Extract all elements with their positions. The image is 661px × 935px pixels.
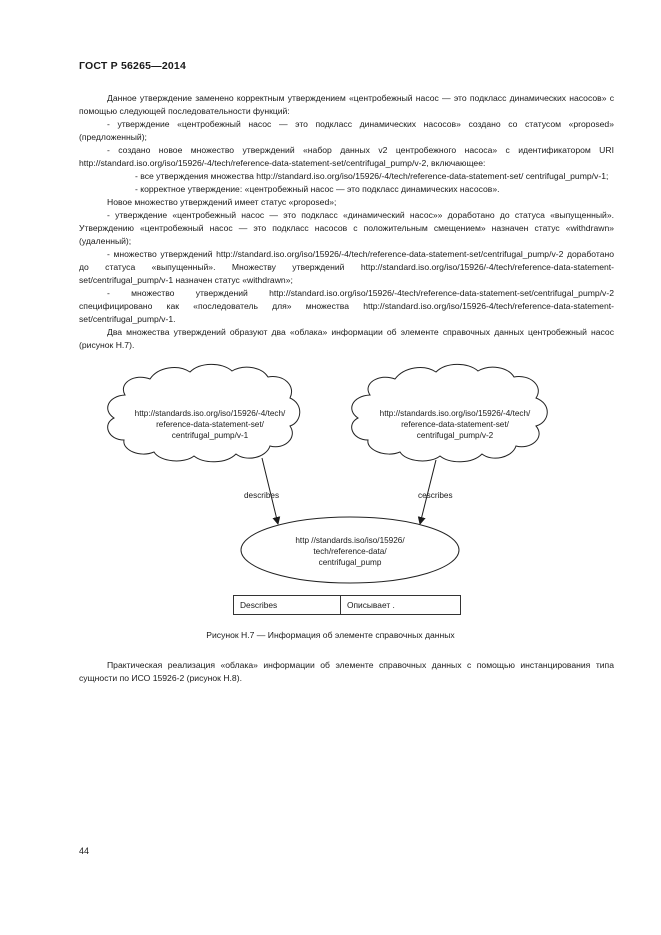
- paragraph: - множество утверждений http://standard.iso.org/iso/15926/-4/tech/reference-data-statement-set/centrifugal_pump/v-2 доработано до статуса «выпущенный». Множеству утверждений http://standard.iso.org/iso/15926/-4/tech/reference-data-statement-set/centrifugal_pump/v-1 назначен статус «withdrawn»;: [79, 249, 614, 285]
- cloud-left-line: centrifugal_pump/v-1: [171, 431, 249, 440]
- figure-caption: Рисунок Н.7 — Информация об элементе справочных данных: [206, 630, 455, 640]
- ellipse-line: http //standards.iso/iso/15926/: [295, 536, 405, 545]
- legend-term: Describes: [234, 596, 341, 614]
- paragraph: - утверждение «центробежный насос — это подкласс «динамический насос»» доработано до статуса «выпущенный». Утверждению «центробежный насос — это подкласс насосов с положительным смещением» назначен статус «withdrawn» (удаленный);: [79, 210, 614, 246]
- paragraph: - утверждение «центробежный насос — это подкласс динамических насосов» создано со статусом «proposed» (предложенный);: [79, 119, 614, 142]
- paragraph: - множество утверждений http://standard.iso.org/iso/15926/-4tech/reference-data-statement-set/centrifugal_pump/v-2 специфицировано как «последователь для» множества http://standard.iso.org/iso/15926-4/tech/reference-data-statement-set/centrifugal_pump/v-1.: [79, 288, 614, 324]
- cloud-right-line: centrifugal_pump/v-2: [416, 431, 494, 440]
- paragraph: Новое множество утверждений имеет статус «proposed»;: [107, 197, 337, 207]
- cloud-right-line: http://standards.iso.org/iso/15926/-4/tech/: [379, 409, 531, 418]
- paragraph: Данное утверждение заменено корректным утверждением «центробежный насос — это подкласс динамических насосов» с помощью следующей последовательности функций:: [79, 93, 614, 116]
- paragraph: - корректное утверждение: «центробежный насос — это подкласс динамических насосов».: [135, 184, 500, 194]
- paragraph: Практическая реализация «облака» информации об элементе справочных данных с помощью инстанцирования типа сущности по ИСО 15926-2 (рисунок Н.8).: [79, 660, 614, 683]
- paragraph: - создано новое множество утверждений «набор данных v2 центробежного насоса» с идентификатором URI http://standard.iso.org/iso/15926/-4/tech/reference-data-statement-set/centrifugal_pump/v-2, включающее:: [79, 145, 614, 168]
- cloud-left-line: http://standards.iso.org/iso/15926/-4/tech/: [134, 409, 286, 418]
- page-number: 44: [79, 846, 90, 856]
- arrow-label-left: describes: [244, 491, 280, 500]
- ellipse-line: tech/reference-data/: [313, 547, 387, 556]
- document-header: ГОСТ Р 56265—2014: [79, 60, 187, 72]
- cloud-left-line: reference-data-statement-set/: [156, 420, 264, 429]
- paragraph: - все утверждения множества http://standard.iso.org/iso/15926/-4/tech/reference-data-statement-set/ centrifugal_pump/v-1;: [135, 171, 609, 181]
- cloud-right-line: reference-data-statement-set/: [401, 420, 509, 429]
- paragraph: Два множества утверждений образуют два «облака» информации об элементе справочных данных центробежный насос (рисунок Н.7).: [79, 327, 614, 350]
- legend-translation: Описывает .: [347, 600, 395, 610]
- ellipse-line: centrifugal_pump: [318, 558, 382, 567]
- final-text: [79, 659, 614, 685]
- legend-table: [233, 595, 461, 615]
- arrow-label-right: cescribes: [418, 491, 453, 500]
